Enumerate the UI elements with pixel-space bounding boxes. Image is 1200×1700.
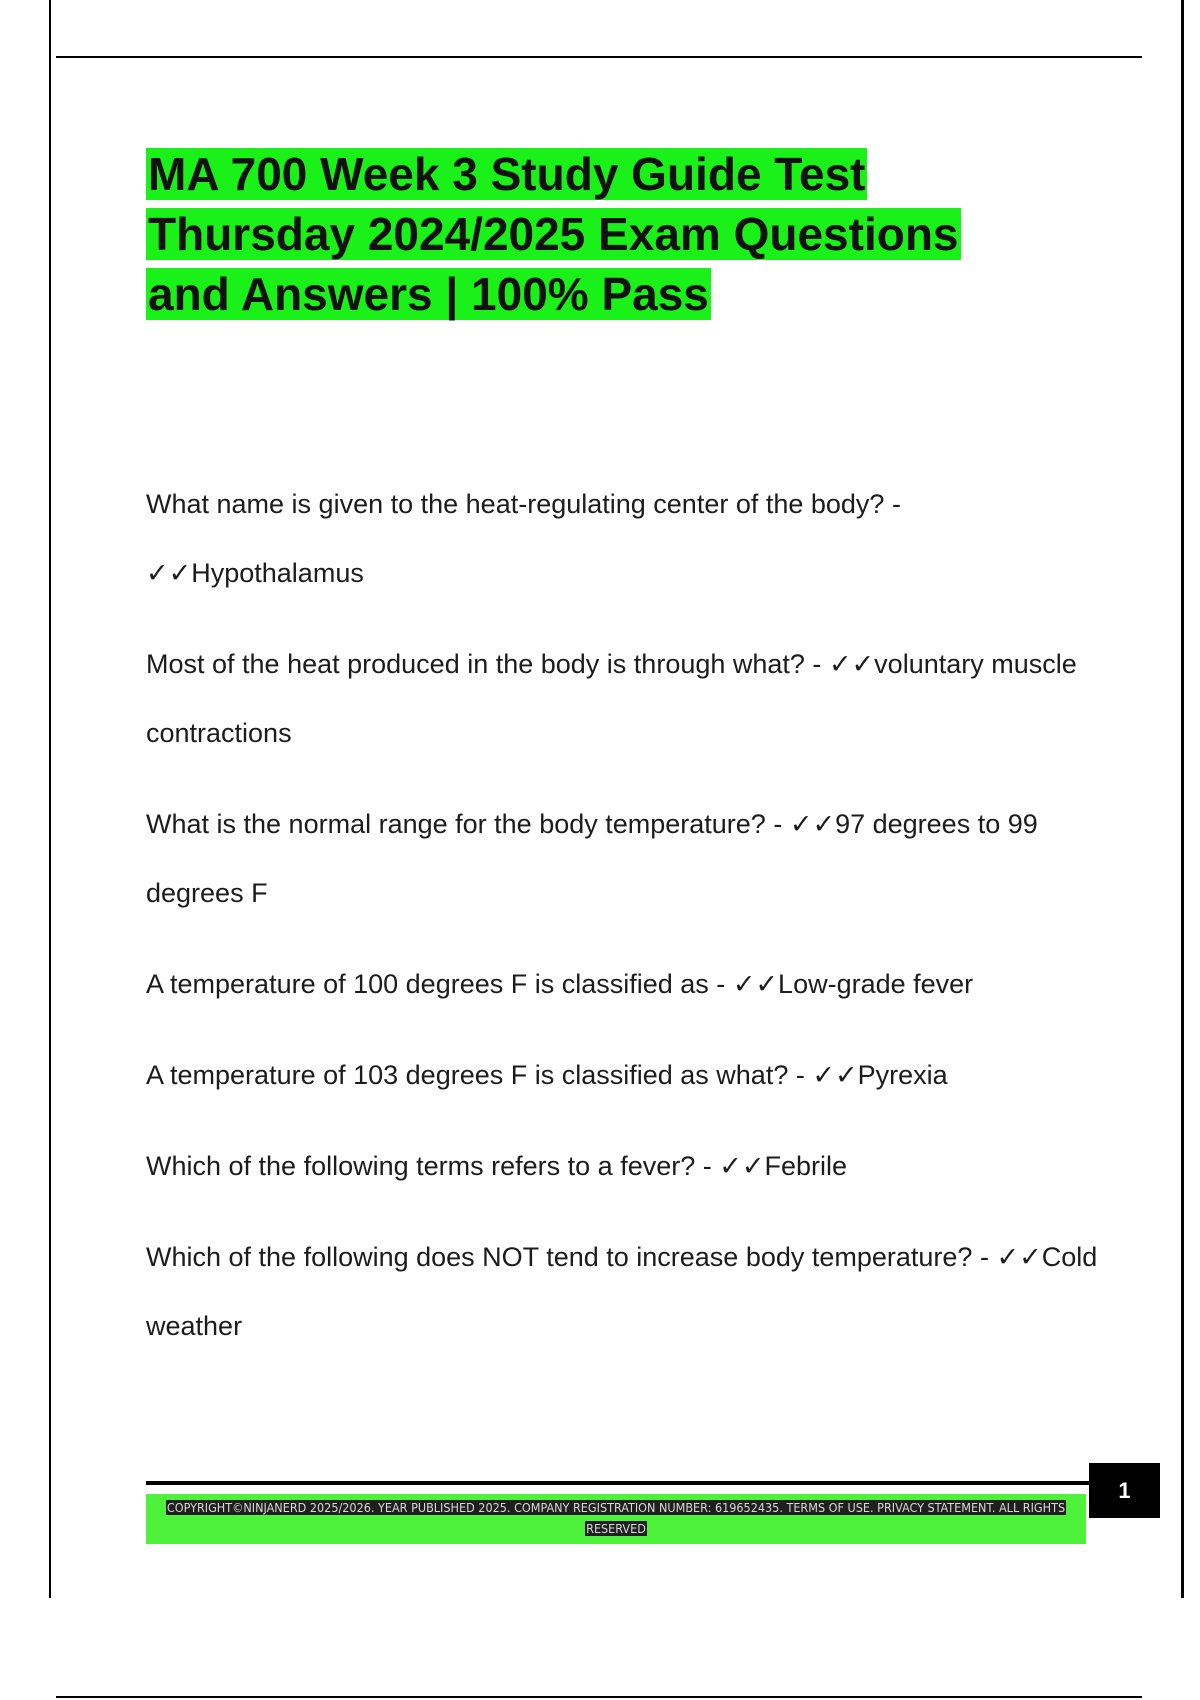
page-number	[1089, 1463, 1160, 1518]
answer-text: ✓✓Hypothalamus	[146, 558, 364, 588]
answer-text: ✓✓Febrile	[719, 1151, 848, 1181]
qa-item	[146, 790, 1106, 928]
qa-item	[146, 1132, 1106, 1201]
answer-text: ✓✓Pyrexia	[812, 1060, 948, 1090]
copyright-footer	[146, 1494, 1086, 1544]
answer-text: ✓✓Cold weather	[146, 1242, 1098, 1341]
document-title	[146, 144, 1046, 324]
header-rule	[56, 56, 1142, 58]
qa-item	[146, 470, 1106, 608]
question-text: What name is given to the heat-regulating center of the body? -	[146, 489, 901, 519]
qa-item	[146, 1041, 1106, 1110]
document-title-text: MA 700 Week 3 Study Guide Test Thursday 2024/2025 Exam Questions and Answers | 100% Pass	[148, 148, 959, 320]
question-text: Most of the heat produced in the body is through what? -	[146, 649, 822, 679]
qa-item	[146, 950, 1106, 1019]
page-border-left	[49, 0, 51, 1598]
question-text: A temperature of 103 degrees F is classified as what? -	[146, 1060, 805, 1090]
question-text: Which of the following does NOT tend to increase body temperature? -	[146, 1242, 989, 1272]
answer-text: ✓✓voluntary muscle contractions	[146, 649, 1077, 748]
page-number-text: 1	[1118, 1477, 1131, 1503]
question-text: A temperature of 100 degrees F is classified as -	[146, 969, 726, 999]
qa-item	[146, 630, 1106, 768]
copyright-text: COPYRIGHT©NINJANERD 2025/2026. YEAR PUBLISHED 2025. COMPANY REGISTRATION NUMBER: 619652435. TERMS OF USE. PRIVACY STATEMENT. ALL RIGHTS RESERVED	[166, 1500, 1066, 1536]
answer-text: ✓✓Low-grade fever	[732, 969, 974, 999]
footer-rule	[146, 1481, 1090, 1485]
qa-item	[146, 1223, 1106, 1361]
answer-text: ✓✓97 degrees to 99 degrees F	[146, 809, 1038, 908]
page-border-right	[1181, 0, 1184, 1598]
next-page-rule	[56, 1696, 1142, 1698]
question-text: Which of the following terms refers to a fever? -	[146, 1151, 712, 1181]
qa-list	[146, 470, 1106, 1383]
question-text: What is the normal range for the body temperature? -	[146, 809, 783, 839]
